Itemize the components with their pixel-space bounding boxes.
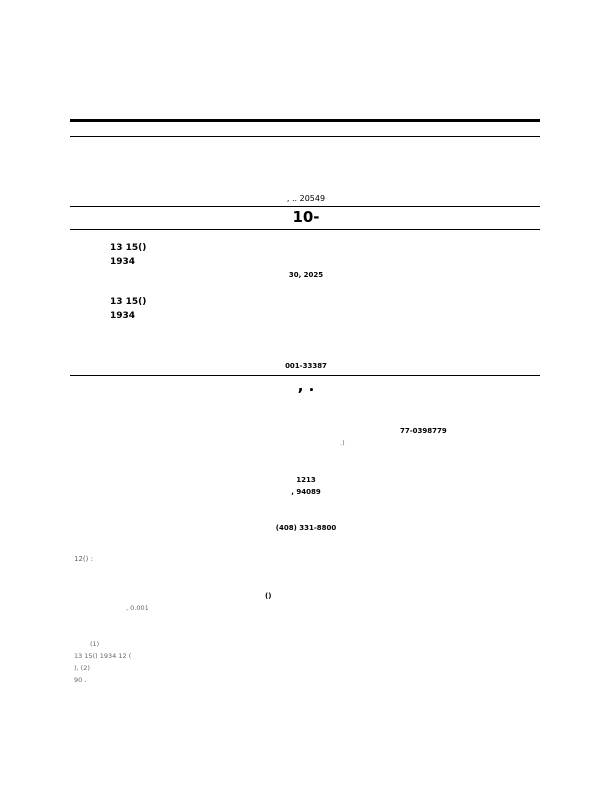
- section-12b-heading: 12() :: [74, 555, 93, 563]
- paragraph-line-4: 90 .: [74, 676, 87, 684]
- form-name-rule: [70, 229, 540, 230]
- telephone-number: (408) 331-8800: [275, 524, 337, 532]
- paragraph-line-2: 13 15() 1934 12 (: [74, 652, 132, 660]
- office-street: 1213: [296, 476, 316, 484]
- employer-identification-number: 77-0398779: [400, 427, 447, 435]
- top-thick-rule: [70, 119, 540, 122]
- annual-report-line-1: 13 15(): [110, 243, 147, 253]
- column-header-trading-symbol-2: (): [265, 592, 272, 600]
- top-thin-rule: [70, 136, 540, 137]
- paragraph-line-1: (1): [90, 640, 100, 648]
- ein-caption: .): [340, 439, 345, 447]
- commission-rule: [70, 375, 540, 376]
- fiscal-period-line: 30, 2025: [288, 271, 324, 279]
- annual-report-line-2: 1934: [110, 257, 136, 267]
- security-title-line-1: , 0.001: [126, 604, 149, 612]
- registrant-name: , .: [297, 377, 315, 395]
- paragraph-line-3: ), (2): [74, 664, 90, 672]
- transition-report-line-1: 13 15(): [110, 297, 147, 307]
- agency-address: , .. 20549: [286, 194, 326, 203]
- header-rule: [70, 206, 540, 207]
- office-city-zip: , 94089: [291, 488, 321, 496]
- transition-report-line-2: 1934: [110, 311, 136, 321]
- commission-file-number: 001-33387: [285, 362, 327, 370]
- form-name: 10-: [292, 208, 320, 226]
